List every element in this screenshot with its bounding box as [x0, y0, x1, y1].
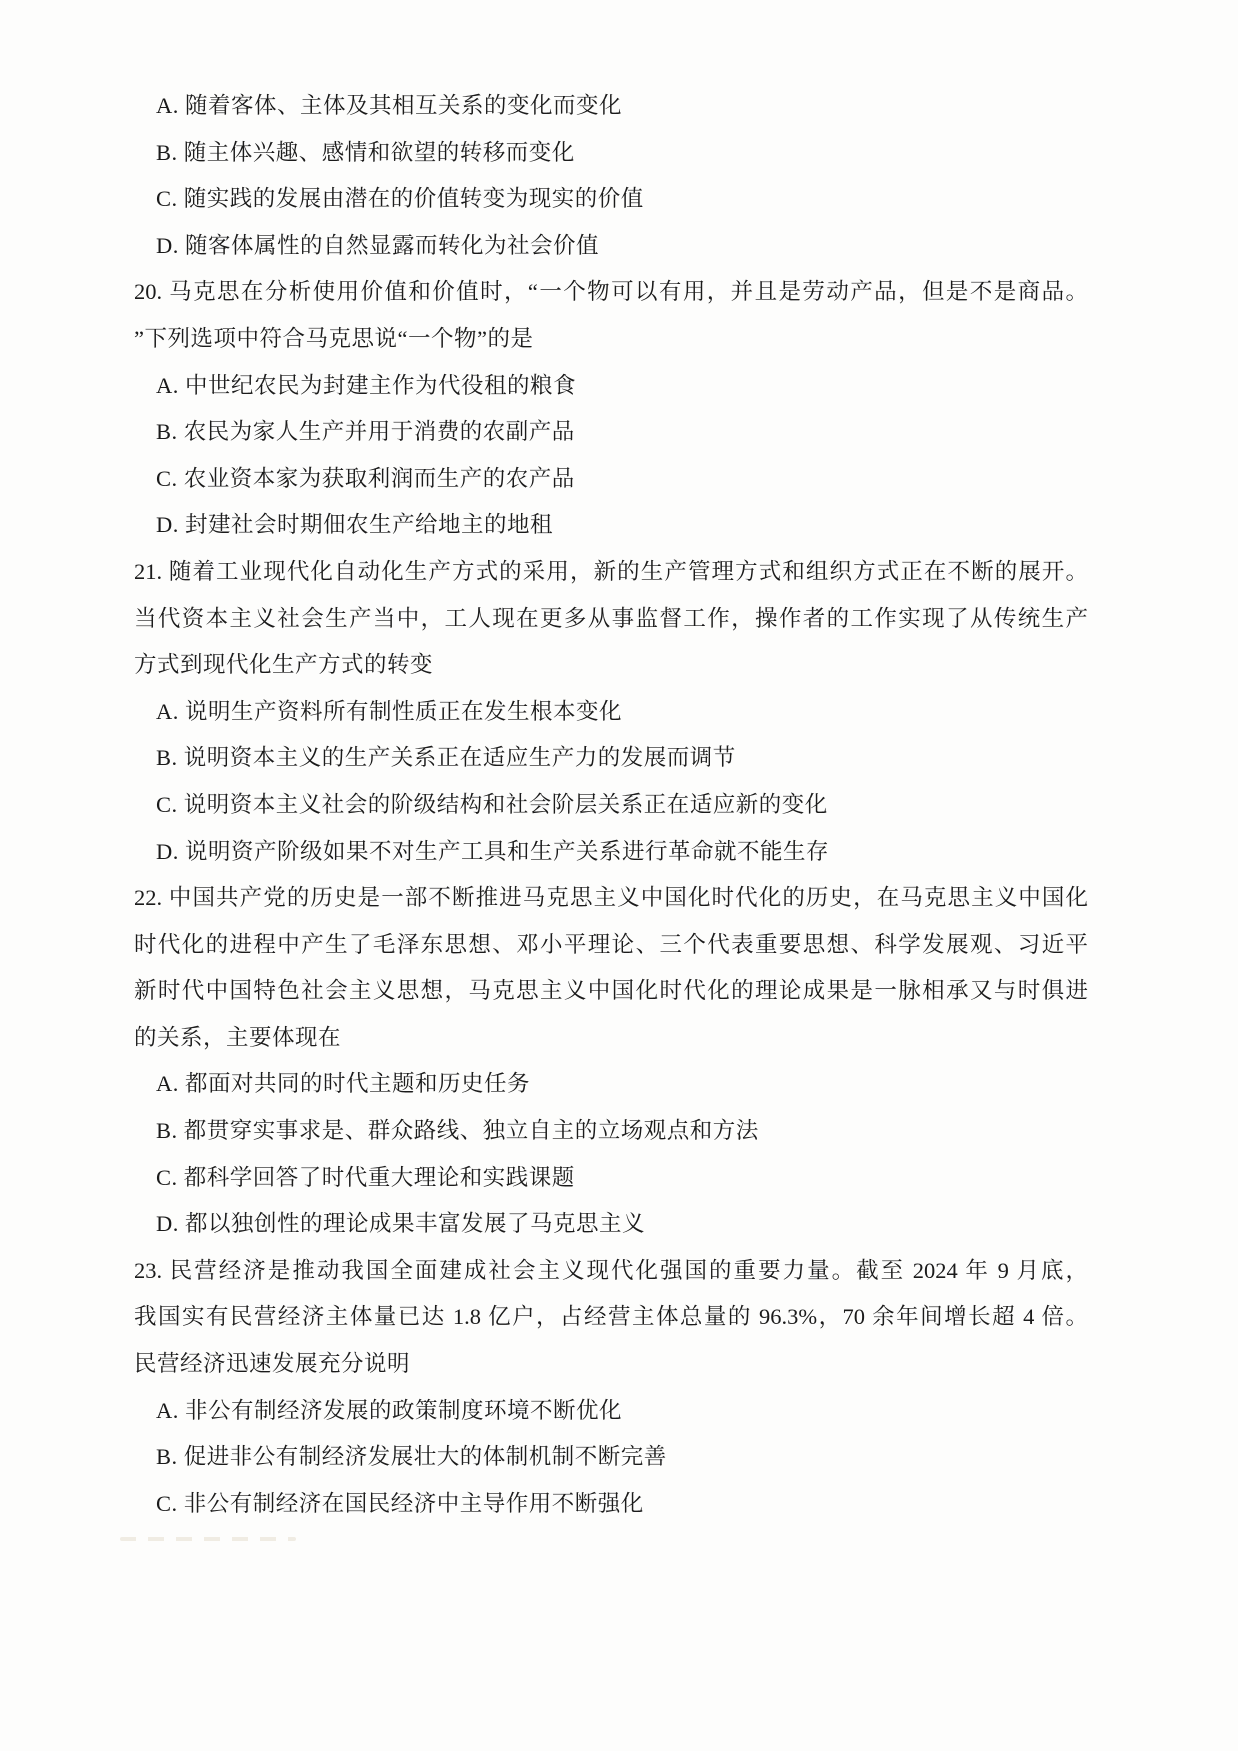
answer-option-line: A. 说明生产资料所有制性质正在发生根本变化	[156, 698, 622, 724]
answer-option-line: D. 封建社会时期佃农生产给地主的地租	[156, 512, 553, 538]
question-stem-line: 我国实有民营经济主体量已达 1.8 亿户，占经营主体总量的 96.3%，70 余年间增长超 4 倍。	[134, 1304, 1088, 1330]
question-stem-line: 方式到现代化生产方式的转变	[134, 652, 434, 678]
answer-option-line: C. 非公有制经济在国民经济中主导作用不断强化	[156, 1490, 644, 1516]
question-stem-line: 时代化的进程中产生了毛泽东思想、邓小平理论、三个代表重要思想、科学发展观、习近平	[134, 931, 1088, 957]
answer-option-line: A. 中世纪农民为封建主作为代役租的粮食	[156, 372, 576, 398]
question-stem-line: ”下列选项中符合马克思说“一个物”的是	[134, 325, 534, 351]
question-stem-line: 新时代中国特色社会主义思想，马克思主义中国化时代化的理论成果是一脉相承又与时俱进	[134, 978, 1088, 1004]
answer-option-line: A. 非公有制经济发展的政策制度环境不断优化	[156, 1397, 622, 1423]
question-stem-line: 22. 中国共产党的历史是一部不断推进马克思主义中国化时代化的历史，在马克思主义中国化	[134, 885, 1088, 911]
answer-option-line: C. 随实践的发展由潜在的价值转变为现实的价值	[156, 186, 644, 212]
answer-option-line: D. 都以独创性的理论成果丰富发展了马克思主义	[156, 1211, 645, 1237]
question-stem-line: 23. 民营经济是推动我国全面建成社会主义现代化强国的重要力量。截至 2024 年 9 月底，	[134, 1257, 1088, 1283]
answer-option-line: B. 都贯穿实事求是、群众路线、独立自主的立场观点和方法	[156, 1118, 759, 1144]
question-stem-line: 21. 随着工业现代化自动化生产方式的采用，新的生产管理方式和组织方式正在不断的展开。	[134, 558, 1088, 584]
answer-option-line: A. 随着客体、主体及其相互关系的变化而变化	[156, 93, 622, 118]
answer-option-line: C. 都科学回答了时代重大理论和实践课题	[156, 1164, 575, 1190]
question-stem-line: 民营经济迅速发展充分说明	[134, 1351, 411, 1377]
question-stem-line: 20. 马克思在分析使用价值和价值时，“一个物可以有用，并且是劳动产品，但是不是商品。	[134, 279, 1088, 305]
faded-cropped-text	[120, 1537, 296, 1541]
answer-option-line: B. 随主体兴趣、感情和欲望的转移而变化	[156, 139, 575, 165]
answer-option-line: B. 促进非公有制经济发展壮大的体制机制不断完善	[156, 1444, 667, 1470]
answer-option-line: B. 说明资本主义的生产关系正在适应生产力的发展而调节	[156, 745, 736, 771]
answer-option-line: D. 说明资产阶级如果不对生产工具和生产关系进行革命就不能生存	[156, 838, 830, 864]
answer-option-line: B. 农民为家人生产并用于消费的农副产品	[156, 419, 575, 445]
answer-option-line: D. 随客体属性的自然显露而转化为社会价值	[156, 232, 599, 258]
answer-option-line: C. 农业资本家为获取利润而生产的农产品	[156, 465, 575, 491]
question-stem-line: 的关系，主要体现在	[134, 1024, 342, 1050]
answer-option-line: C. 说明资本主义社会的阶级结构和社会阶层关系正在适应新的变化	[156, 791, 828, 817]
question-stem-line: 当代资本主义社会生产当中，工人现在更多从事监督工作，操作者的工作实现了从传统生产	[134, 605, 1088, 631]
document-lines	[134, 83, 1088, 1527]
answer-option-line: A. 都面对共同的时代主题和历史任务	[156, 1071, 530, 1097]
